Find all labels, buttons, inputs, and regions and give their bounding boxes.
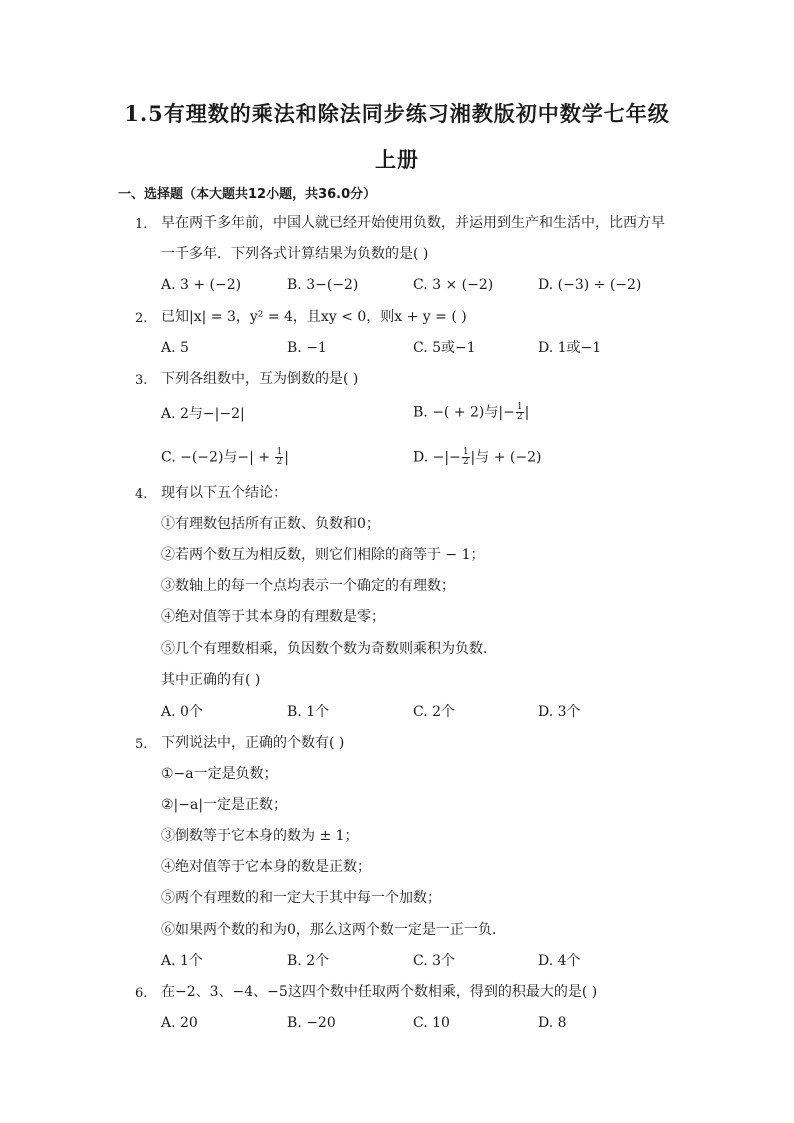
option-c-text: C. −(−2)与−| + (161, 449, 275, 466)
option-a: A. 3 + (−2) (161, 277, 242, 293)
option-d (413, 448, 541, 467)
option-d: D. 3个 (538, 704, 581, 720)
page-title-line1: 1.5有理数的乘法和除法同步练习湘教版初中数学七年级 (124, 101, 670, 126)
option-a: A. 0个 (161, 704, 203, 720)
fraction-numerator: 1 (516, 402, 523, 412)
statement-item: ③数轴上的每一个点均表示一个确定的有理数； (161, 578, 455, 594)
question-number: 4. (135, 487, 148, 502)
statement-item: ③倒数等于它本身的数为 ± 1； (161, 828, 359, 844)
statement-item: ⑤几个有理数相乘，负因数个数为奇数则乘积为负数． (161, 641, 497, 657)
question-number: 5. (135, 737, 148, 752)
question-text: 早在两千多年前，中国人就已经开始使用负数，并运用到生产和生活中，比西方早 (161, 215, 665, 231)
fraction-denominator: 2 (276, 457, 283, 467)
option-b: B. −20 (287, 1015, 336, 1031)
fraction (462, 448, 470, 467)
section-heading: 一、选择题（本大题共12小题，共36.0分） (118, 187, 377, 202)
statement-item: ⑤两个有理数的和一定大于其中每一个加数； (161, 890, 441, 906)
option-d: D. 8 (538, 1015, 567, 1031)
option-b: B. −1 (287, 340, 327, 356)
option-c (161, 448, 289, 467)
fraction-numerator: 1 (276, 447, 283, 457)
option-c: C. 3 × (−2) (413, 277, 494, 293)
statement-item: ⑥如果两个数的和为0，那么这两个数一定是一正一负． (161, 922, 506, 938)
option-d: D. 4个 (538, 953, 581, 969)
option-a: A. 1个 (161, 953, 203, 969)
option-b: B. 1个 (287, 704, 330, 720)
option-c: C. 5或−1 (413, 340, 476, 356)
fraction (275, 448, 283, 467)
fraction (516, 403, 524, 422)
option-d: D. 1或−1 (538, 340, 602, 356)
question-number: 1. (135, 217, 148, 232)
option-d-text-end: |与 + (−2) (470, 449, 542, 466)
fraction-numerator: 1 (462, 447, 469, 457)
option-d-text: D. −|− (413, 449, 461, 466)
option-a: A. 2与−|−2| (161, 406, 245, 422)
question-text: 现有以下五个结论： (161, 485, 287, 501)
statement-item: ②|−a|一定是正数； (161, 797, 288, 813)
option-b (413, 403, 529, 422)
option-b: B. 2个 (287, 953, 330, 969)
question-text: 已知|x| = 3，y² = 4，且xy < 0，则x + y = ( ) (161, 309, 467, 325)
option-a: A. 5 (161, 340, 189, 356)
question-text: 在−2、3、−4、−5这四个数中任取两个数相乘，得到的积最大的是( ) (161, 984, 598, 1000)
option-c: C. 2个 (413, 704, 456, 720)
fraction-denominator: 2 (516, 412, 523, 422)
option-c: C. 3个 (413, 953, 456, 969)
option-b: B. 3−(−2) (287, 277, 359, 293)
option-c-text-end: | (284, 449, 289, 466)
question-prompt: 其中正确的有( ) (161, 672, 261, 688)
statement-item: ①有理数包括所有正数、负数和0； (161, 516, 380, 532)
statement-item: ②若两个数互为相反数，则它们相除的商等于 − 1； (161, 547, 485, 563)
question-text: 下列各组数中，互为倒数的是( ) (161, 371, 359, 387)
statement-item: ①−a一定是负数； (161, 766, 278, 782)
option-a: A. 20 (161, 1015, 198, 1031)
question-text: 下列说法中，正确的个数有( ) (161, 735, 345, 751)
question-number: 2. (135, 311, 148, 326)
fraction-denominator: 2 (462, 457, 469, 467)
question-number: 3. (135, 373, 148, 388)
statement-item: ④绝对值等于其本身的有理数是零； (161, 609, 385, 625)
question-number: 6. (135, 986, 148, 1001)
page-title-line2: 上册 (375, 147, 419, 172)
option-d: D. (−3) ÷ (−2) (538, 277, 642, 293)
option-b-text-end: | (524, 404, 530, 421)
option-c: C. 10 (413, 1015, 450, 1031)
question-text: 一千多年．下列各式计算结果为负数的是( ) (161, 246, 429, 262)
statement-item: ④绝对值等于它本身的数是正数； (161, 859, 371, 875)
option-b-text: B. −( + 2)与|− (413, 404, 515, 421)
